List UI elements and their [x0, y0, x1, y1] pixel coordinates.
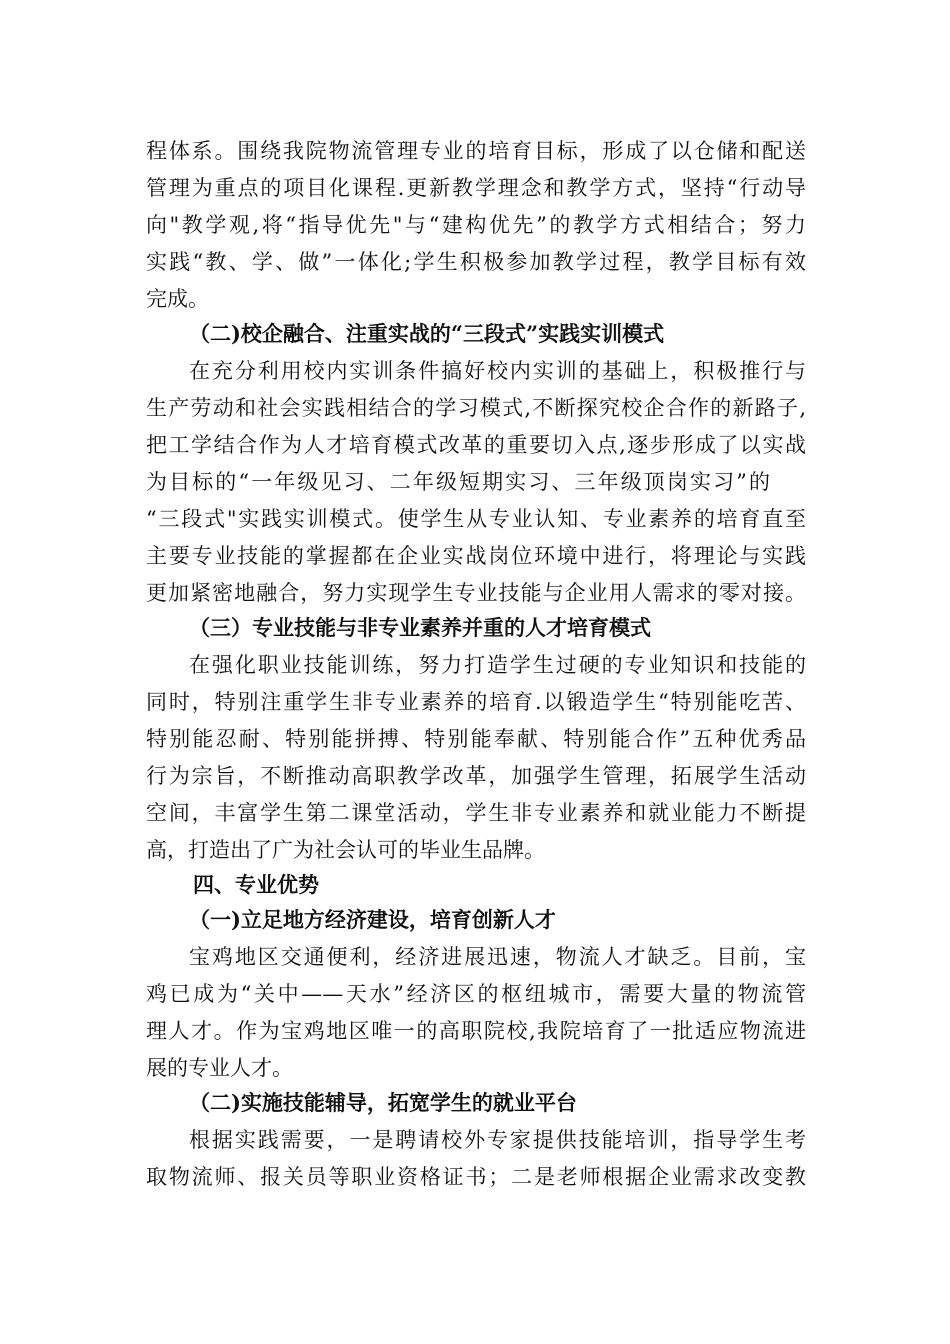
paragraph-line: 宝鸡地区交通便利，经济进展迅速，物流人才缺乏。目前，宝	[189, 945, 806, 969]
section-heading: （三）专业技能与非专业素养并重的人才培育模式	[189, 615, 651, 640]
chapter-heading: 四、专业优势	[193, 872, 319, 897]
paragraph-line: 实践“教、学、做”一体化;学生积极参加教学过程，教学目标有效	[146, 250, 806, 274]
paragraph-line: 同时，特别注重学生非专业素养的培育.以锻造学生“特别能吃苦、	[146, 690, 806, 714]
paragraph-line: 取物流师、报关员等职业资格证书；二是老师根据企业需求改变教	[146, 1165, 806, 1189]
paragraph-line: 生产劳动和社会实践相结合的学习模式,不断探究校企合作的新路子,	[146, 396, 806, 420]
paragraph-line: 理人才。作为宝鸡地区唯一的高职院校,我院培育了一批适应物流进	[146, 1019, 806, 1043]
paragraph-line: 展的专业人才。	[146, 1056, 293, 1080]
paragraph-line: 主要专业技能的掌握都在企业实战岗位环境中进行，将理论与实践	[146, 544, 806, 568]
paragraph-line: 在充分利用校内实训条件搞好校内实训的基础上，积极推行与	[189, 359, 806, 383]
paragraph-line: 更加紧密地融合，努力实现学生专业技能与企业用人需求的零对接。	[146, 581, 806, 605]
paragraph-line: 程体系。围绕我院物流管理专业的培育目标，形成了以仓储和配送	[146, 139, 806, 163]
paragraph-line: 在强化职业技能训练，努力打造学生过硬的专业知识和技能的	[189, 653, 806, 677]
paragraph-line: 完成。	[146, 287, 209, 311]
paragraph-line: “三段式"实践实训模式。使学生从专业认知、专业素养的培育直至	[146, 507, 806, 531]
section-heading: （一)立足地方经济建设，培育创新人才	[189, 907, 556, 932]
paragraph-line: 特别能忍耐、特别能拼搏、特别能奉献、特别能合作”五种优秀品	[146, 727, 806, 751]
paragraph-line: 行为宗旨，不断推动高职教学改革，加强学生管理，拓展学生活动	[146, 764, 806, 788]
paragraph-line: 高，打造出了广为社会认可的毕业生品牌。	[146, 838, 545, 862]
paragraph-line: 向"教学观,将“指导优先"与“建构优先”的教学方式相结合；努力	[146, 213, 806, 237]
section-heading: （二)校企融合、注重实战的“三段式”实践实训模式	[189, 321, 665, 346]
paragraph-line: 根据实践需要，一是聘请校外专家提供技能培训，指导学生考	[189, 1128, 806, 1152]
paragraph-line: 空间，丰富学生第二课堂活动，学生非专业素养和就业能力不断提	[146, 801, 806, 825]
paragraph-line: 为目标的“一年级见习、二年级短期实习、三年级顶岗实习”的	[146, 470, 770, 494]
section-heading: （二)实施技能辅导，拓宽学生的就业平台	[189, 1090, 577, 1115]
paragraph-line: 管理为重点的项目化课程.更新教学理念和教学方式，坚持“行动导	[146, 176, 806, 200]
paragraph-line: 鸡已成为“关中——天水”经济区的枢纽城市，需要大量的物流管	[146, 982, 806, 1006]
paragraph-line: 把工学结合作为人才培育模式改革的重要切入点,逐步形成了以实战	[146, 433, 806, 457]
